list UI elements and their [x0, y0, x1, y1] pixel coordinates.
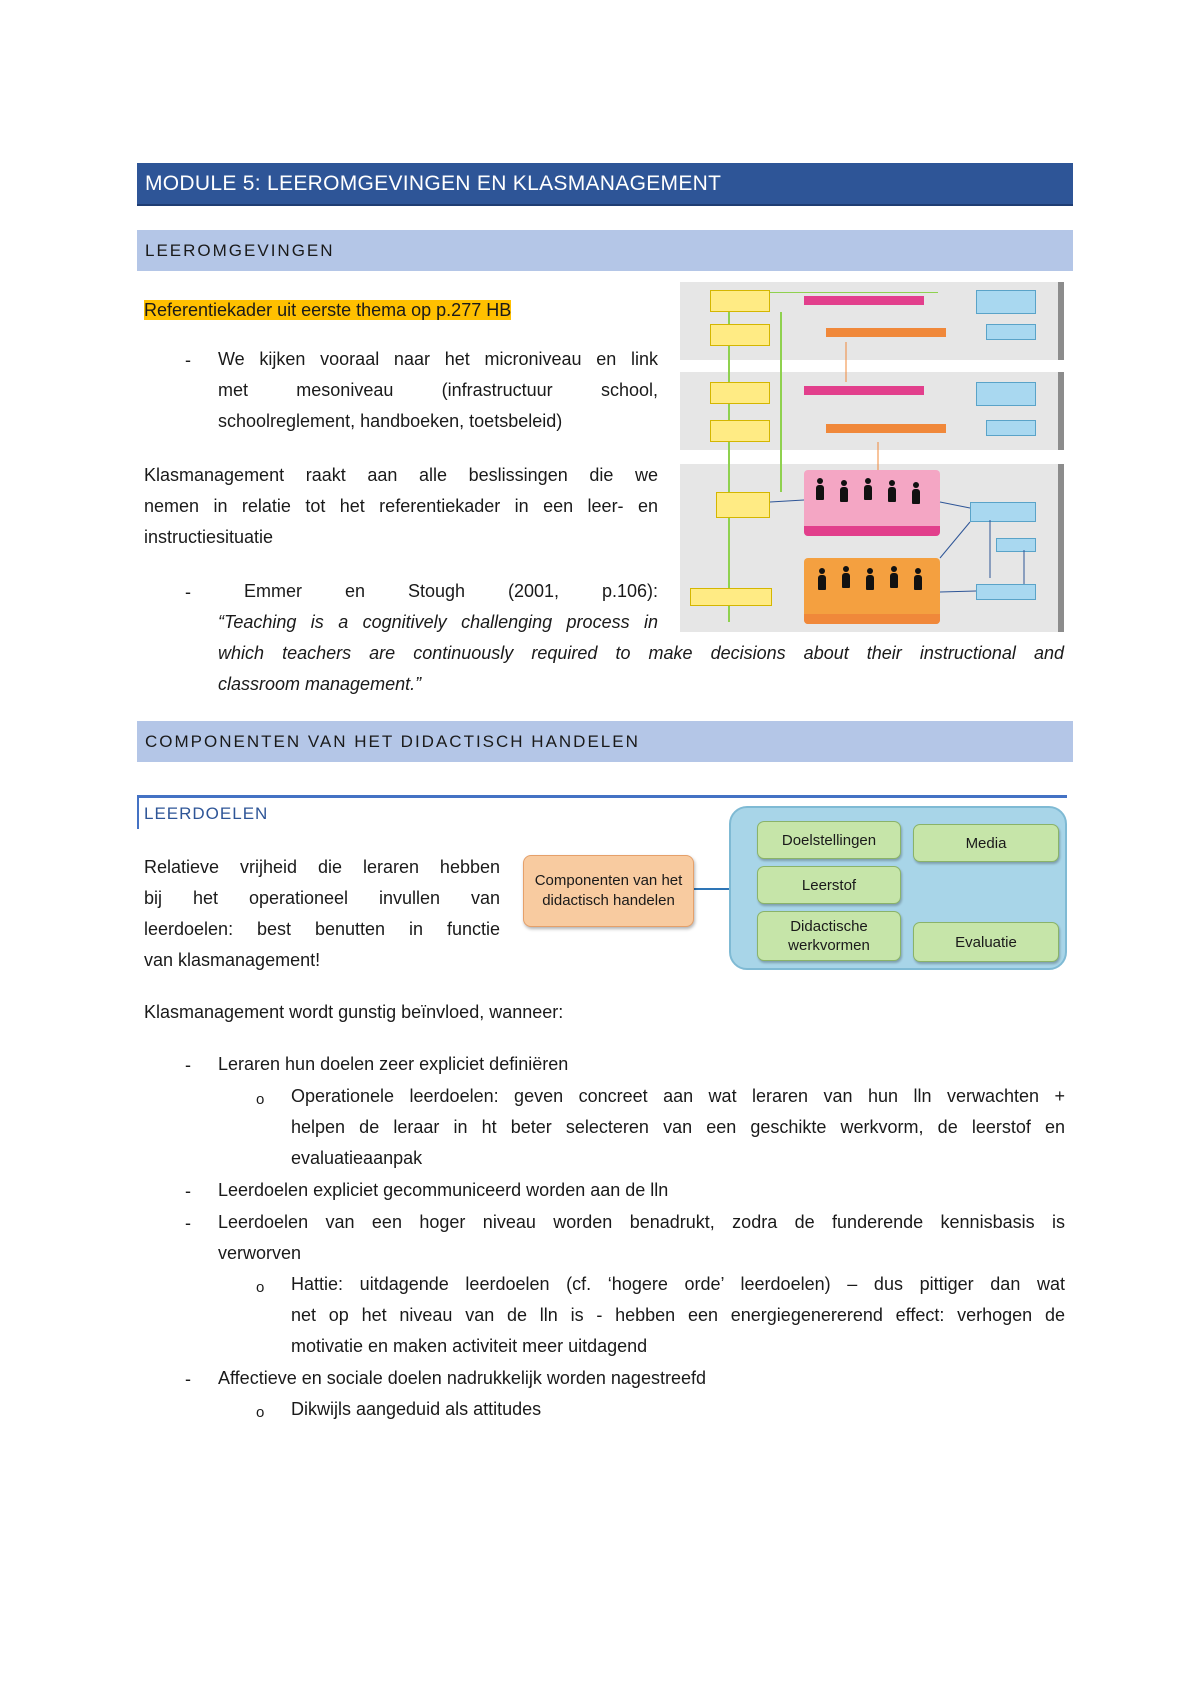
bullet-micro-meso — [218, 344, 658, 437]
component-label: Leerstof — [801, 876, 857, 894]
subheading-leerdoelen: LEERDOELEN — [144, 804, 269, 823]
component-label: Didactische werkvormen — [788, 918, 870, 954]
paragraph-line: van klasmanagement! — [144, 950, 321, 970]
bullet-line: Emmer en Stough (2001, p.106): — [244, 581, 658, 601]
component-werkvormen — [757, 911, 901, 961]
subheading-rule — [137, 795, 1067, 798]
components-center-label: Componenten van het didactisch handelen — [534, 872, 683, 909]
diagram-arrows — [680, 282, 1068, 632]
list-item-b1: Leraren hun doelen zeer expliciet definiëren — [218, 1054, 569, 1074]
component-leerstof — [757, 866, 901, 904]
item-line: verworven — [218, 1243, 302, 1263]
sub-line: Hattie: uitdagende leerdoelen (cf. ‘hogere orde’ leerdoelen) – dus pittiger dan wat — [291, 1274, 1065, 1294]
paragraph-line: leerdoelen: best benutten in functie — [144, 919, 500, 939]
bullet-line: schoolreglement, handboeken, toetsbeleid) — [218, 411, 563, 431]
list-subitem-b3 — [291, 1269, 1065, 1362]
components-group — [729, 806, 1067, 970]
paragraph-line: Klasmanagement raakt aan alle beslissingen die we — [144, 465, 658, 485]
paragraph-klasmanagement — [144, 460, 658, 553]
bullet-line: We kijken vooraal naar het microniveau en link — [218, 349, 658, 369]
paragraph-line: bij het operationeel invullen van — [144, 888, 500, 908]
paragraph-relatieve-vrijheid — [144, 852, 500, 976]
section-heading-componenten: COMPONENTEN VAN HET DIDACTISCH HANDELEN — [145, 732, 640, 751]
dash-bullet: - — [185, 1213, 191, 1233]
component-media — [913, 824, 1059, 862]
quote-line: “Teaching is a cognitively challenging process in — [218, 612, 658, 632]
dash-bullet: - — [185, 582, 191, 602]
paragraph-line: nemen in relatie tot het referentiekader in een leer- en — [144, 496, 658, 516]
quote-continued — [218, 638, 1064, 700]
component-doelstellingen — [757, 821, 901, 859]
item-line: Leerdoelen van een hoger niveau worden benadrukt, zodra de funderende kennisbasis is — [218, 1212, 1065, 1232]
quote-line: classroom management.” — [218, 674, 422, 694]
section-heading-bar — [137, 721, 1073, 762]
list-subitem-b4: Dikwijls aangeduid als attitudes — [291, 1399, 542, 1419]
reference-highlight: Referentiekader uit eerste thema op p.277 HB — [144, 300, 512, 320]
components-center-box — [523, 855, 694, 927]
list-item-b4: Affectieve en sociale doelen nadrukkelijk worden nagestreefd — [218, 1368, 706, 1388]
sub-line: helpen de leraar in ht beter selecteren van een geschikte werkvorm, de leerstof en — [291, 1117, 1065, 1137]
sub-line: evaluatieaanpak — [291, 1148, 423, 1168]
section-heading-leeromgevingen: LEEROMGEVINGEN — [145, 241, 335, 260]
circle-bullet: o — [256, 1279, 265, 1296]
component-label: Evaluatie — [955, 933, 1017, 951]
module-title-bar — [137, 163, 1073, 206]
module-title: MODULE 5: LEEROMGEVINGEN EN KLASMANAGEMENT — [145, 172, 722, 195]
list-item-b2: Leerdoelen expliciet gecommuniceerd worden aan de lln — [218, 1180, 669, 1200]
component-label: Doelstellingen — [781, 831, 877, 849]
circle-bullet: o — [256, 1091, 265, 1108]
quote-line: which teachers are continuously required to make decisions about their instructional and — [218, 643, 1064, 663]
bullet-line: met mesoniveau (infrastructuur school, — [218, 380, 658, 400]
reference-line — [144, 295, 511, 326]
section-heading-bar — [137, 230, 1073, 271]
components-connector — [692, 888, 730, 890]
dash-bullet: - — [185, 1369, 191, 1389]
bullet-emmer-stough — [218, 576, 658, 638]
list-subitem-b1 — [291, 1081, 1065, 1174]
dash-bullet: - — [185, 1181, 191, 1201]
sub-line: Operationele leerdoelen: geven concreet aan wat leraren van hun lln verwachten + — [291, 1086, 1065, 1106]
list-item-b3 — [218, 1207, 1065, 1269]
referentiekader-diagram — [680, 282, 1068, 632]
circle-bullet: o — [256, 1404, 265, 1421]
dash-bullet: - — [185, 1055, 191, 1075]
lead-sentence: Klasmanagement wordt gunstig beïnvloed, wanneer: — [144, 1002, 564, 1022]
paragraph-line: instructiesituatie — [144, 527, 274, 547]
subheading-rule-vertical — [137, 795, 139, 829]
sub-line: net op het niveau van de lln is - hebben een energiegenererend effect: verhogen de — [291, 1305, 1065, 1325]
paragraph-line: Relatieve vrijheid die leraren hebben — [144, 857, 500, 877]
dash-bullet: - — [185, 350, 191, 370]
component-label: Media — [965, 834, 1007, 852]
component-evaluatie — [913, 922, 1059, 962]
sub-line: motivatie en maken activiteit meer uitdagend — [291, 1336, 648, 1356]
